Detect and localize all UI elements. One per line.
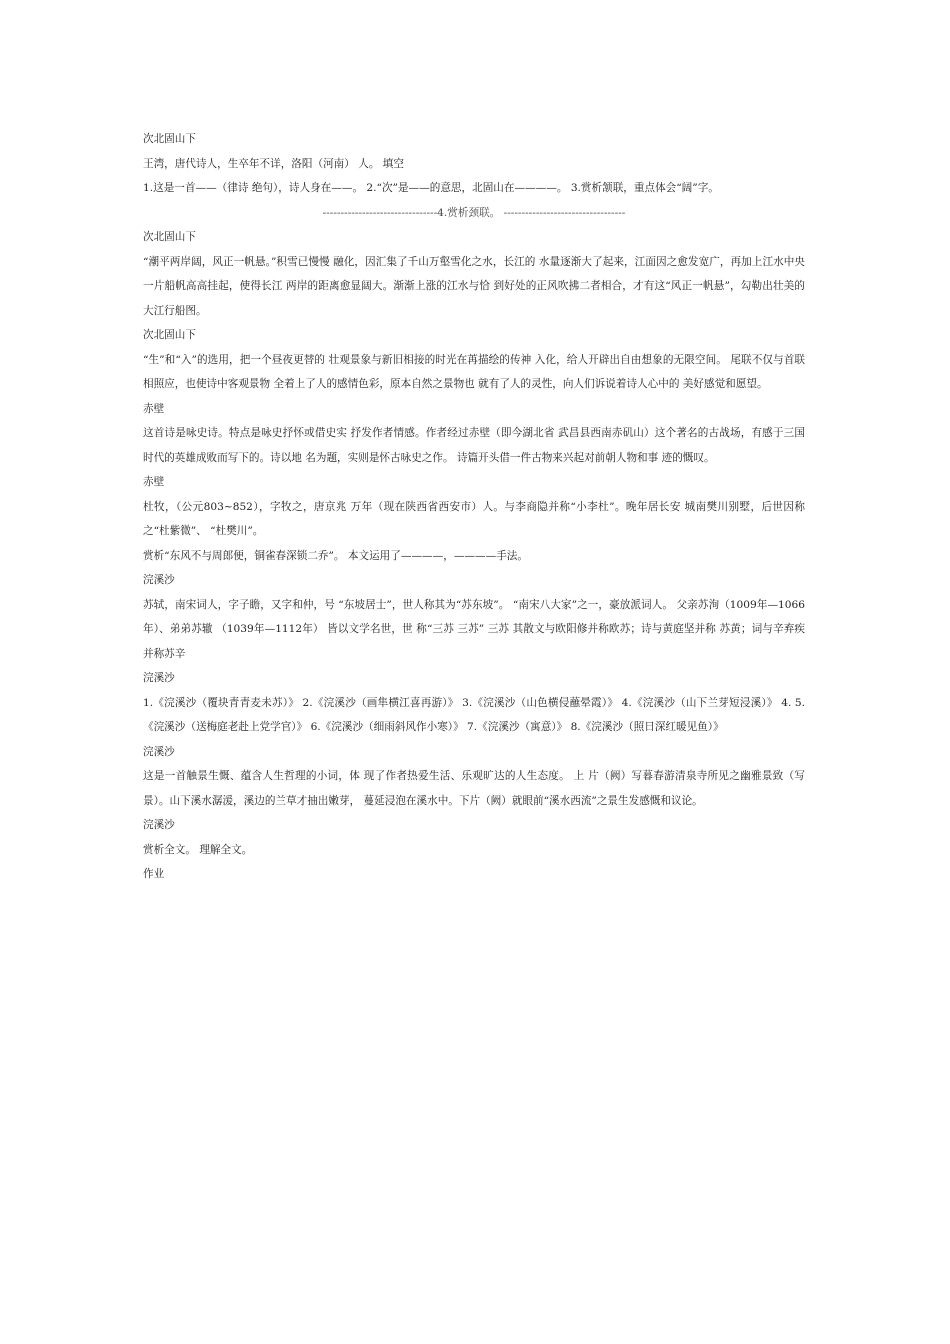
question-divider-line: --------------------------------4.赏析颈联。 ----------------------------------	[322, 206, 626, 219]
section-heading-poem: 赤壁	[143, 476, 165, 488]
section-heading-poem: 浣溪沙	[143, 745, 175, 758]
author-intro-paragraph: 杜牧，（公元803~852），字牧之，唐京兆 万年（现在陕西省西安市）人。与李商隐并称“小李杜”。晚年居长安 城南樊川别墅，后世因称之“杜紫微”、 “杜樊川”。	[143, 500, 805, 537]
section-heading-homework: 作业	[143, 868, 165, 880]
works-list-paragraph: 1.《浣溪沙（覆块青青麦未苏）》 2.《浣溪沙（画隼横江喜再游）》 3.《浣溪沙（山色横侵蘸晕霞）》 4.《浣溪沙（山下兰芽短浸溪）》 4. 5.《浣溪沙（送梅庭老赴上党学官）》 6.《浣溪沙（细雨斜风作小寒）》 7.《浣溪沙（寓意）》 8.《浣溪沙（照日深红暖见鱼）》	[143, 696, 805, 733]
section-heading-poem: 次北固山下	[143, 231, 196, 243]
analysis-paragraph: 这首诗是咏史诗。特点是咏史抒怀或借史实 抒发作者情感。作者经过赤壁（即今湖北省 武昌县西南赤矶山）这个著名的古战场，有感于三国时代的英雄成败而写下的。诗以地 名为题，实则是怀古咏史之作。 诗篇开头借一件古物来兴起对前朝人物和事 迹的慨叹。	[143, 427, 805, 464]
section-heading-poem: 浣溪沙	[143, 574, 175, 586]
section-heading-poem: 次北固山下	[143, 133, 196, 145]
author-intro-paragraph: 苏轼，南宋词人，字子瞻，又字和仲，号 “东坡居士”，世人称其为“苏东坡”。 “南宋八大家”之一，豪放派词人。 父亲苏洵（1009年—1066年）、弟弟苏辙 （1039年—1112年） 皆以文学名世，世 称“三苏 三苏” 三苏 其散文与欧阳修并称欧苏；诗与黄庭坚并称 苏黄；词与辛弃疾并称苏辛	[143, 598, 805, 660]
document-page	[143, 127, 805, 887]
author-intro-paragraph: 王湾，唐代诗人，生卒年不详，洛阳（河南） 人。 填空	[143, 157, 404, 170]
analysis-paragraph: “潮平两岸阔，风正一帆悬。”积雪已慢慢 融化，因汇集了千山万壑雪化之水，长江的 水量逐渐大了起来，江面因之愈发宽广，再加上江水中央一片船帆高高挂起，使得长江 两岸的距离愈显阔大。渐渐上涨的江水与恰 到好处的正风吹拂二者相合，才有这“风正一帆悬”，勾勒出壮美的大江行船图。	[143, 255, 805, 317]
section-heading-poem: 赤壁	[143, 402, 165, 415]
analysis-paragraph: “生”和“入”的选用，把一个昼夜更替的 壮观景象与新旧相接的时光在苒描绘的传神 入化，给人开辟出自由想象的无限空间。 尾联不仅与首联相照应，也使诗中客观景物 全着上了人的感情色彩，原本自然之景物也 就有了人的灵性，向人们诉说着诗人心中的 美好感觉和愿望。	[143, 353, 805, 390]
question-paragraph: 赏析“东风不与周郎便，铜雀春深锁二乔”。 本文运用了————，————手法。	[143, 549, 528, 562]
section-heading-poem: 浣溪沙	[143, 819, 175, 831]
section-heading-poem: 次北固山下	[143, 329, 196, 341]
fill-in-questions-paragraph: 1.这是一首——（律诗 绝句），诗人身在——。 2.“次”是——的意思，北固山在————。 3.赏析颔联，重点体会“阔”字。	[143, 182, 719, 194]
task-paragraph: 赏析全文。 理解全文。	[143, 843, 253, 856]
section-heading-poem: 浣溪沙	[143, 672, 175, 684]
analysis-paragraph: 这是一首触景生慨、蕴含人生哲理的小词，体 现了作者热爱生活、乐观旷达的人生态度。 上 片（阙）写暮春游清泉寺所见之幽雅景致（写 景）。山下溪水潺湲，溪边的兰草才抽出嫩芽， 蔓延浸泡在溪水中。下片（阙）就眼前“溪水西流”之景生发感慨和议论。	[143, 770, 805, 807]
